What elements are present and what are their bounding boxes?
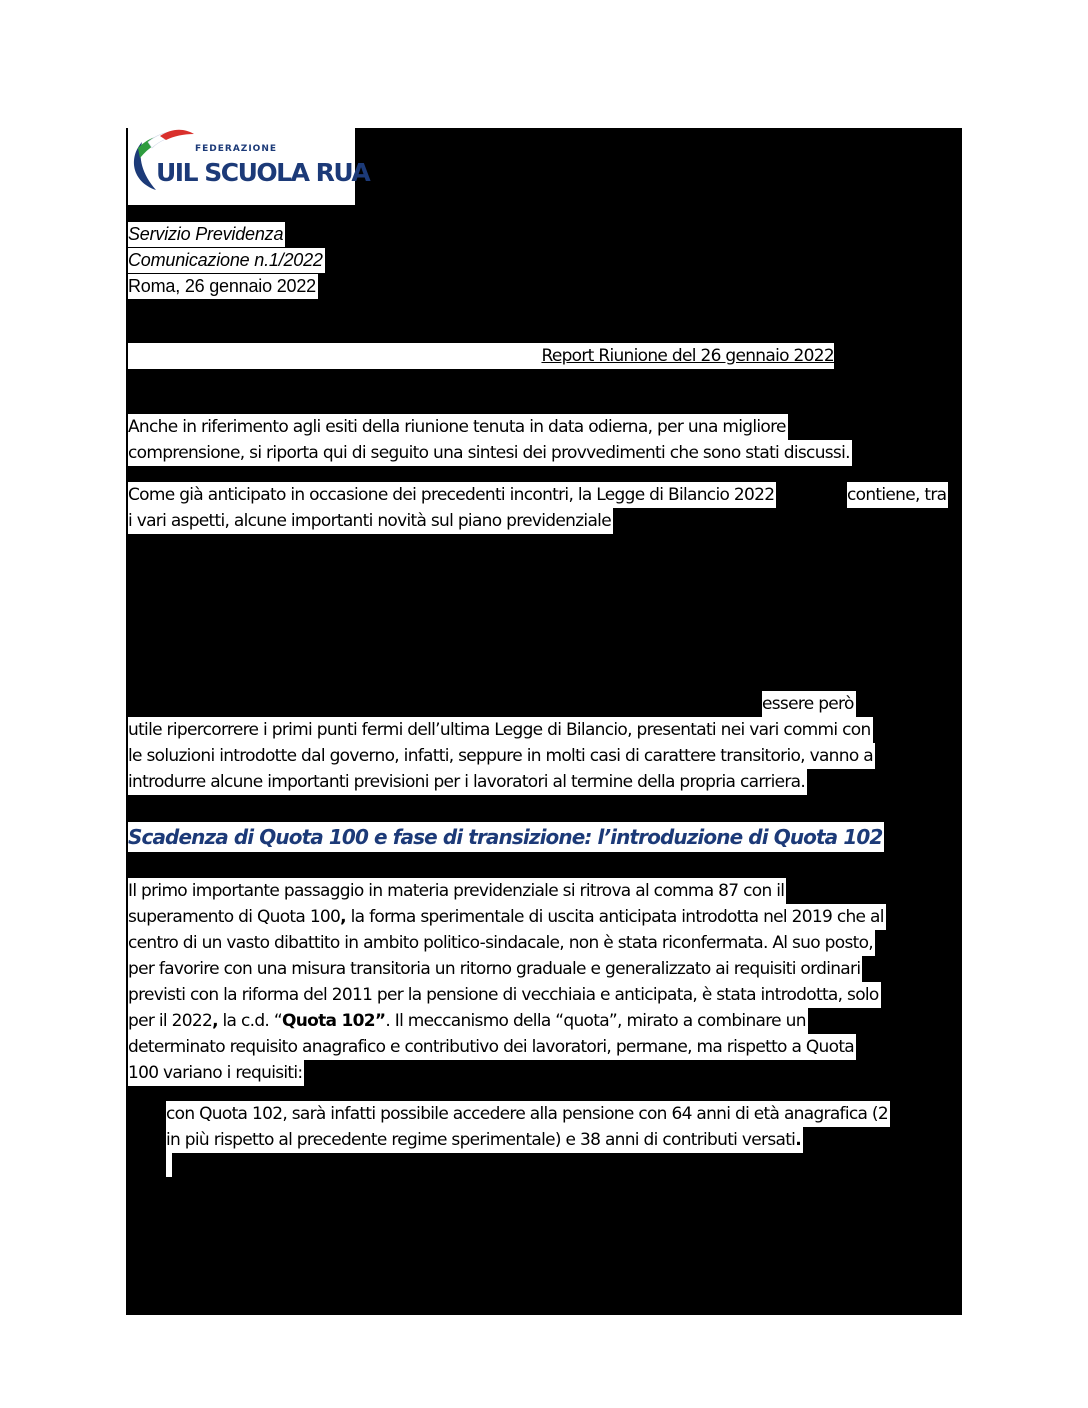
uil-scuola-rua-logo — [128, 128, 370, 205]
service-label: Servizio Previdenza — [128, 222, 285, 247]
bullet-line-1: con Quota 102, sarà infatti possibile accedere alla pensione con 64 anni di età anagrafica (2 — [166, 1101, 890, 1127]
section-line-4: per favorire con una misura transitoria un ritorno graduale e generalizzato ai requisiti ordinari — [128, 956, 862, 982]
section-heading: Scadenza di Quota 100 e fase di transizione: l’introduzione di Quota 102 — [128, 822, 884, 852]
intro-line-1: Anche in riferimento agli esiti della riunione tenuta in data odierna, per una migliore — [128, 414, 788, 440]
section-line-7: determinato requisito anagrafico e contributivo dei lavoratori, permane, ma rispetto a Quota — [128, 1034, 856, 1060]
section-line-8: 100 variano i requisiti: — [128, 1060, 304, 1086]
logo-federazione-text: FEDERAZIONE — [195, 144, 278, 154]
recap-line-3: introdurre alcune importanti previsioni per i lavoratori al termine della propria carriera. — [128, 769, 807, 795]
recap-line-1: utile ripercorrere i primi punti fermi dell’ultima Legge di Bilancio, presentati nei vari commi con — [128, 717, 873, 743]
budget-law-line-2: i vari aspetti, alcune importanti novità sul piano previdenziale — [128, 508, 613, 534]
report-title: Report Riunione del 26 gennaio 2022 — [541, 346, 834, 366]
bullet-marker — [166, 1153, 172, 1177]
report-title-bar — [128, 343, 834, 369]
place-date: Roma, 26 gennaio 2022 — [128, 274, 318, 299]
intro-line-2: comprensione, si riporta qui di seguito una sintesi dei provvedimenti che sono stati discussi. — [128, 440, 852, 466]
recap-line-2: le soluzioni introdotte dal governo, infatti, seppure in molti casi di carattere transitorio, vanno a — [128, 743, 875, 769]
logo-name-text: UIL SCUOLA RUA — [156, 158, 370, 187]
budget-law-line-1b: contiene, tra — [847, 482, 948, 508]
section-line-3: centro di un vasto dibattito in ambito politico-sindacale, non è stata riconfermata. Al suo posto, — [128, 930, 875, 956]
section-line-1: Il primo importante passaggio in materia previdenziale si ritrova al comma 87 con il — [128, 878, 786, 904]
section-line-5: previsti con la riforma del 2011 per la pensione di vecchiaia e anticipata, è stata introdotta, solo — [128, 982, 881, 1008]
section-line-2: superamento di Quota 100, la forma sperimentale di uscita anticipata introdotta nel 2019 che al — [128, 904, 886, 930]
communication-number: Comunicazione n.1/2022 — [128, 248, 325, 273]
bullet-line-2: in più rispetto al precedente regime sperimentale) e 38 anni di contributi versati. — [166, 1127, 803, 1153]
fragment-text: essere però — [762, 691, 856, 717]
section-line-6: per il 2022, la c.d. “Quota 102”. Il meccanismo della “quota”, mirato a combinare un — [128, 1008, 808, 1034]
budget-law-line-1a: Come già anticipato in occasione dei precedenti incontri, la Legge di Bilancio 2022 — [128, 482, 776, 508]
